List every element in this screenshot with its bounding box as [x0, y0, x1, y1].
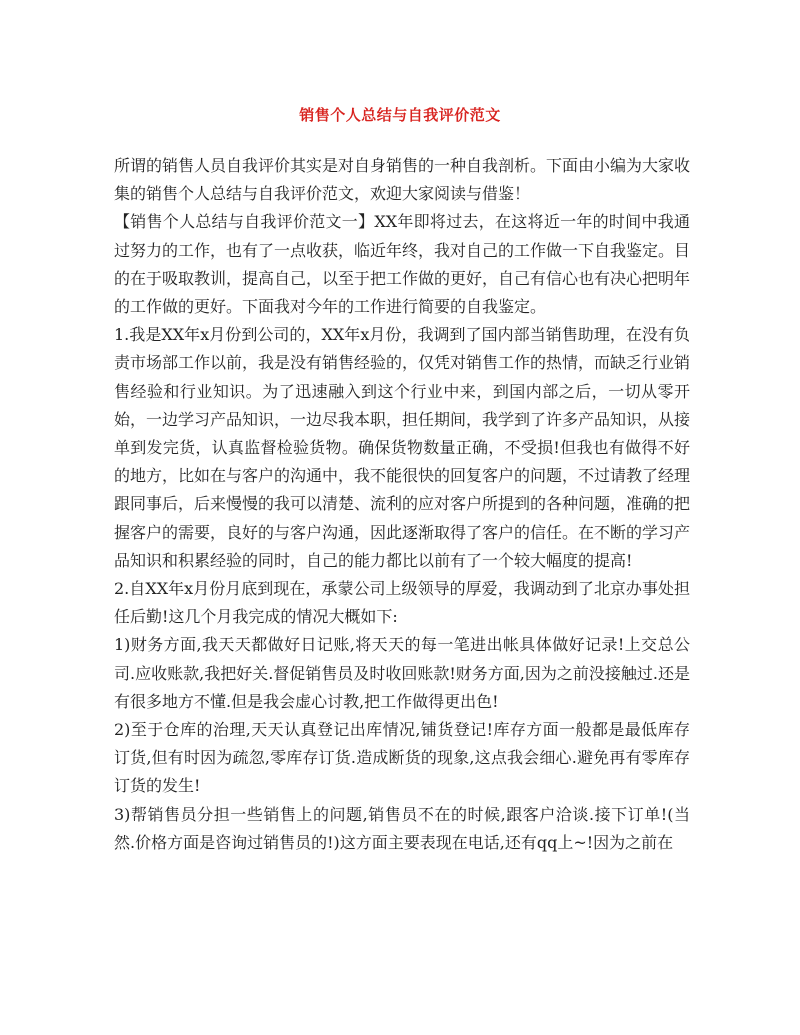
document-title: 销售个人总结与自我评价范文 — [299, 106, 501, 124]
paragraph-sample-one: 【销售个人总结与自我评价范文一】XX年即将过去，在这将近一年的时间中我通过努力的工作，也有了一点收获，临近年终，我对自己的工作做一下自我鉴定。目的在于吸取教训，提高自己，以至于把工作做的更好，自己有信心也有决心把明年的工作做的更好。下面我对今年的工作进行简要的自我鉴定。 — [114, 212, 691, 317]
paragraph-intro: 所谓的销售人员自我评价其实是对自身销售的一种自我剖析。下面由小编为大家收集的销售个人总结与自我评价范文，欢迎大家阅读与借鉴！ — [114, 156, 691, 204]
paragraph-point-1: 1.我是XX年x月份到公司的，XX年x月份，我调到了国内部当销售助理，在没有负责市场部工作以前，我是没有销售经验的，仅凭对销售工作的热情，而缺乏行业销售经验和行业知识。为了迅速融入到这个行业中来，到国内部之后，一切从零开始，一边学习产品知识，一边尽我本职，担任期间，我学到了许多产品知识，从接单到发完货，认真监督检验货物。确保货物数量正确，不受损!但我也有做得不好的地方，比如在与客户的沟通中，我不能很快的回复客户的问题，不过请教了经理跟同事后，后来慢慢的我可以清楚、流利的应对客户所提到的各种问题，准确的把握客户的需要，良好的与客户沟通，因此逐渐取得了客户的信任。在不断的学习产品知识和积累经验的同时，自己的能力都比以前有了一个较大幅度的提高! — [114, 325, 691, 570]
paragraph-sales-support: 3)帮销售员分担一些销售上的问题,销售员不在的时候,跟客户洽谈.接下订单!(当然.价格方面是咨询过销售员的!)这方面主要表现在电话,还有qq上~!因为之前在 — [114, 804, 690, 852]
document-body — [114, 152, 690, 857]
paragraph-finance: 1)财务方面,我天天都做好日记账,将天天的每一笔进出帐具体做好记录!上交总公司.应收账款,我把好关.督促销售员及时收回账款!财务方面,因为之前没接触过.还是有很多地方不懂.但是我会虚心讨教,把工作做得更出色! — [114, 635, 690, 711]
paragraph-warehouse: 2)至于仓库的治理,天天认真登记出库情况,铺货登记!库存方面一般都是最低库存订货,但有时因为疏忽,零库存订货.造成断货的现象,这点我会细心.避免再有零库存订货的发生! — [114, 720, 690, 796]
paragraph-point-2: 2.自XX年x月份月底到现在，承蒙公司上级领导的厚爱，我调动到了北京办事处担任后勤!这几个月我完成的情况大概如下: — [114, 579, 690, 627]
